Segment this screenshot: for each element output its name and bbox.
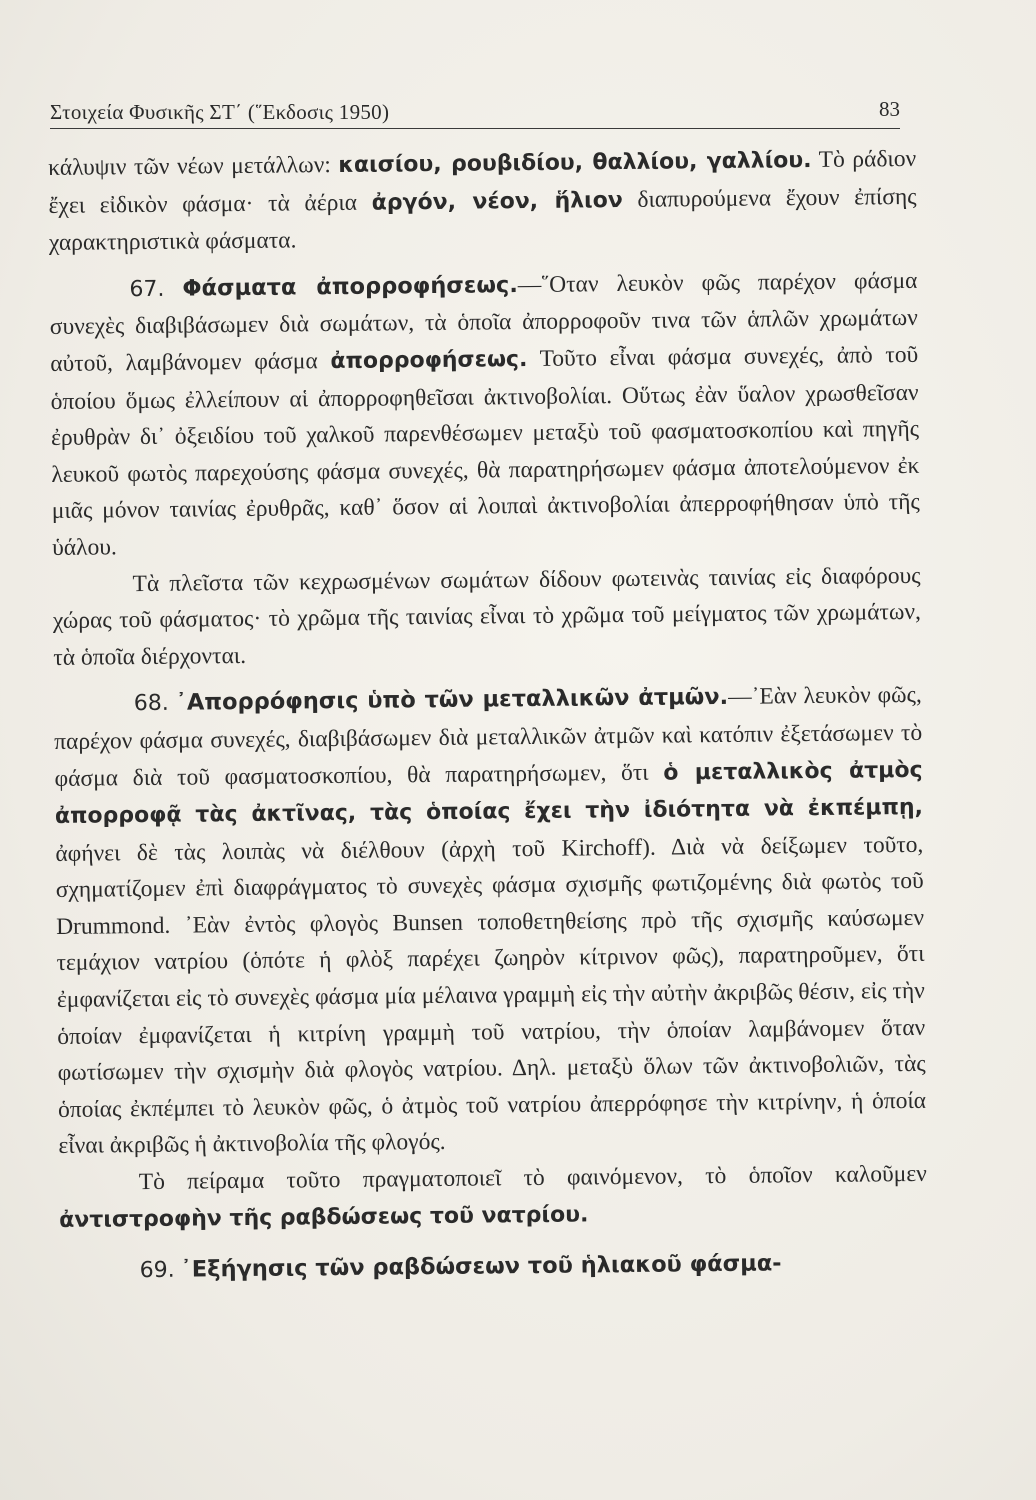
- section-number: 69.: [139, 1257, 175, 1284]
- text-run: —῞Οταν λευκὸν φῶς παρέχον φάσμα συνεχὲς διαβιβάσωμεν διὰ σωμάτων, τὰ ὁποῖα ἀπορροφοῦν τινα τῶν ἁπλῶν χρωμάτων αὐτοῦ, λαμβάνομεν φάσμα: [49, 267, 918, 377]
- bold-metals: καισίου, ρουβιδίου, θαλλίου, γαλλίου.: [338, 148, 812, 178]
- running-header: [50, 94, 900, 129]
- page-number: 83: [879, 97, 900, 121]
- section-number: 68.: [133, 691, 169, 717]
- section-number: 67.: [129, 276, 165, 302]
- paragraph-colored-bodies: Τὰ πλεῖστα τῶν κεχρωσμένων σωμάτων δίδουν φωτεινὰς ταινίας εἰς διαφόρους χώρας τοῦ φάσματος· τὸ χρῶμα τῆς ταινίας εἶναι τὸ χρῶμα τοῦ μείγματος τῶν χρωμάτων, τὰ ὁποῖα διέρχονται.: [52, 562, 922, 671]
- section-68: [54, 677, 927, 1165]
- section-title: ᾿Εξήγησις τῶν ραβδώσεων τοῦ ἡλιακοῦ φάσμα-: [180, 1250, 782, 1283]
- text-run: Τοῦτο εἶναι φάσμα συνεχές, ἀπὸ τοῦ ὁποίου ὅμως ἐλλείπουν αἱ ἀπορροφηθεῖσαι ἀκτινοβολίαι. Οὕτως ἐὰν ὕαλον χρωσθεῖσαν ἐρυθρὰν δι᾽ ὀξειδίου τοῦ χαλκοῦ παρενθέσωμεν μεταξὺ τοῦ φασματοσκοπίου καὶ πηγῆς λευκοῦ φωτὸς παρεχούσης φάσμα συνεχές, θὰ παρατηρήσωμεν φάσμα ἀποτελούμενον ἐκ μιᾶς μόνον ταινίας ἐρυθρᾶς, καθ᾽ ὅσον αἱ λοιπαὶ ἀκτινοβολίαι ἀπερροφήθησαν ὑπὸ τῆς ὑάλου.: [50, 341, 920, 561]
- text-run: Τὸ πείραμα τοῦτο πραγματοποιεῖ τὸ φαινόμενον, τὸ ὁποῖον καλοῦμεν: [138, 1160, 927, 1196]
- paragraph-experiment: [59, 1156, 928, 1239]
- book-title: Στοιχεία Φυσικῆς ΣΤ΄ (῞Εκδοσις 1950): [50, 100, 390, 124]
- bold-term: ἀπορροφήσεως.: [330, 346, 528, 375]
- bold-principle: ὁ μεταλλικὸς ἀτμὸς ἀπορροφᾷ τὰς ἀκτῖνας, τὰς ὁποίας ἔχει τὴν ἰδιότητα νὰ ἐκπέμπῃ,: [54, 757, 924, 830]
- text-run: διαπυρούμενα ἔχουν ἐπίσης χαρακτηριστικὰ φάσματα.: [48, 183, 917, 257]
- text-run: —᾿Εὰν λευκὸν φῶς, παρέχον φάσμα συνεχές, διαβιβάσωμεν διὰ μεταλλικῶν ἀτμῶν καὶ κατόπιν ἐξετάσωμεν τὸ φάσμα διὰ τοῦ φασματοσκοπίου, θὰ παρατηρήσωμεν, ὅτι: [54, 682, 923, 792]
- text-run: Τὸ ράδιον ἔχει εἰδικὸν φάσμα· τὰ ἀέρια: [48, 145, 917, 219]
- section-title: ᾿Απορρόφησις ὑπὸ τῶν μεταλλικῶν ἀτμῶν.: [175, 684, 729, 717]
- bold-term: ἀντιστροφὴν τῆς ραβδώσεως τοῦ νατρίου.: [59, 1202, 589, 1233]
- text-run: κάλυψιν τῶν νέων μετάλλων:: [48, 151, 339, 181]
- text-run: ἀφήνει δὲ τὰς λοιπὰς νὰ διέλθουν (ἀρχὴ τοῦ Kirchoff). Διὰ νὰ δείξωμεν τοῦτο, σχηματίζομεν ἐπὶ διαφράγματος τὸ συνεχὲς φάσμα σχισμῆς φωτιζομένης διὰ φωτὸς τοῦ Drummond. ᾿Εὰν ἐντὸς φλογὸς Bunsen τοποθετηθείσης πρὸ τῆς σχισμῆς καύσωμεν τεμάχιον νατρίου (ὁπότε ἡ φλὸξ παρέχει ζωηρὸν κίτρινον φῶς), παρατηροῦμεν, ὅτι ἐμφανίζεται εἰς τὸ συνεχὲς φάσμα μία μέλαινα γραμμὴ εἰς τὴν αὐτὴν ἀκριβῶς θέσιν, εἰς τὴν ὁποίαν ἐμφανίζεται ἡ κιτρίνη γραμμὴ τοῦ νατρίου, τὴν ὁποίαν λαμβάνομεν ὅταν φωτίσωμεν τὴν σχισμὴν διὰ φλογὸς νατρίου. Δηλ. μεταξὺ ὅλων τῶν ἀκτινοβολιῶν, τὰς ὁποίας ἐκπέμπει τὸ λευκὸν φῶς, ὁ ἀτμὸς τοῦ νατρίου ἀπερρόφησε τὴν κιτρίνην, ἡ ὁποία εἶναι ἀκριβῶς ἡ ἀκτινοβολία τῆς φλογός.: [55, 831, 927, 1160]
- paragraph-intro: [48, 141, 917, 262]
- section-69: [60, 1244, 928, 1291]
- section-67: [49, 263, 920, 567]
- bold-gases: ἀργόν, νέον, ἥλιον: [371, 187, 623, 216]
- section-title: Φάσματα ἀπορροφήσεως.: [182, 271, 518, 302]
- body-text: [48, 141, 928, 1291]
